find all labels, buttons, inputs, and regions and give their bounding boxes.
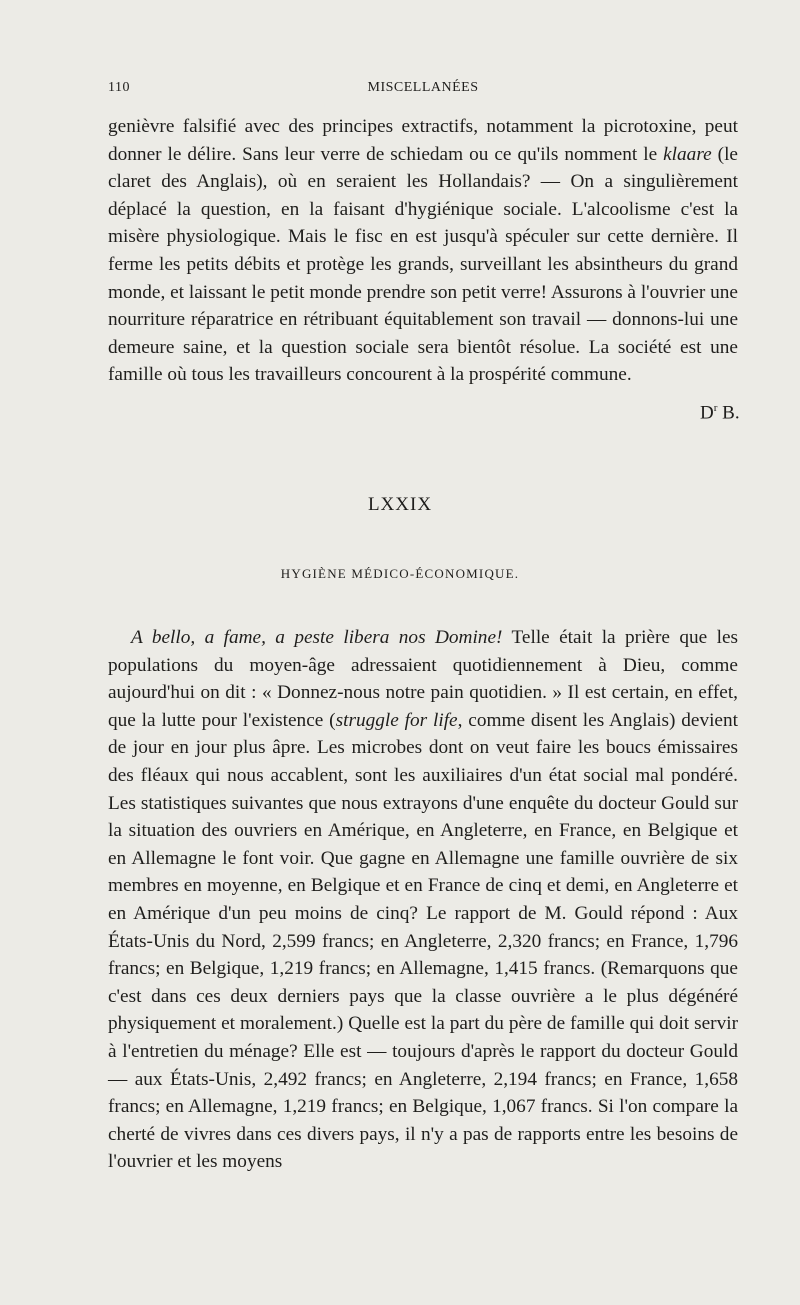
italic-word-klaare: klaare [663, 143, 712, 165]
page-number: 110 [108, 80, 130, 95]
chapter-number: LXXIX [367, 494, 433, 515]
chapter-title: HYGIÈNE MÉDICO-ÉCONOMIQUE. [280, 566, 520, 581]
paragraph-text-part: , comme disent les Anglais) devient de jour en jour plus âpre. Les microbes dont on veut faire les boucs émissaires des fléaux qui nous accablent, sont les auxiliaires d'un état social mal pondéré. Les statistiques suivantes que nous extrayons d'une enquête du docteur Gould sur la situation des ouvriers en Amérique, en Angleterre, en France, en Belgique et en Allemagne le font voir. Que gagne en Allemagne une famille ouvrière de six membres en moyenne, en Belgique et en France de cinq et demi, en Angleterre et en Amérique d'un peu moins de cinq? Le rapport de M. Gould répond : Aux États-Unis du Nord, 2,599 francs; en Angleterre, 2,320 francs; en France, 1,796 francs; en Belgique, 1,219 francs; en Allemagne, 1,415 francs. (Remarquons que c'est dans ces deux derniers pays que la classe ouvrière a le plus dégénéré physiquement et moralement.) Quelle est la part du père de famille qui doit servir à l'entretien du ménage? Elle est — toujours d'après le rapport du docteur Gould — aux États-Unis, 2,492 francs; en Angleterre, 2,194 francs; en France, 1,658 francs; en Allemagne, 1,219 francs; en Belgique, 1,067 francs. Si l'on compare la cherté de vivres dans ces divers pays, il n'y a pas de rapports entre les besoins de l'ouvrier et les moyens [108, 709, 738, 1173]
paragraph-hygiene [108, 624, 738, 1176]
running-head [108, 80, 738, 100]
latin-prayer: A bello, a fame, a peste libera nos Domine! [131, 627, 503, 648]
paragraph-text-part: Telle était la prière que les populations du moyen-âge adressaient quotidiennement à Dieu, comme aujourd'hui on dit : « Donnez-nous notre pain quotidien. » Il est certain, en effet, que la lutte pour l'existence ( [108, 627, 739, 731]
author-signature [700, 402, 740, 424]
running-title: MISCELLANÉES [367, 80, 479, 95]
paragraph-text-part: (le claret des Anglais), où en seraient les Hollandais? — On a singulièrement déplacé la question, en la faisant d'hygiénique sociale. L'alcoolisme c'est la misère physiologique. Mais le fisc en est jusqu'à spéculer sur cette dernière. Il ferme les petits débits et protège les grands, surveillant les absintheurs du grand monde, et laissant le petit monde prendre son petit verre! Assurons à l'ouvrier une nourriture réparatrice en rétribuant équitablement son travail — donnons-lui une demeure saine, et la question sociale sera bientôt résolue. La société est une famille où tous les travailleurs concourent à la prospérité commune. [108, 143, 738, 386]
paragraph-text-part: genièvre falsifié avec des principes extractifs, notamment la picrotoxine, peut donner le délire. Sans leur verre de schiedam ou ce qu'ils nomment le [108, 116, 738, 165]
signature-prefix: D [700, 402, 714, 424]
signature-superscript: r [713, 402, 718, 414]
paragraph-alcoholism [108, 113, 738, 389]
italic-phrase-struggle: struggle for life [335, 709, 458, 731]
signature-name: B. [717, 402, 740, 424]
